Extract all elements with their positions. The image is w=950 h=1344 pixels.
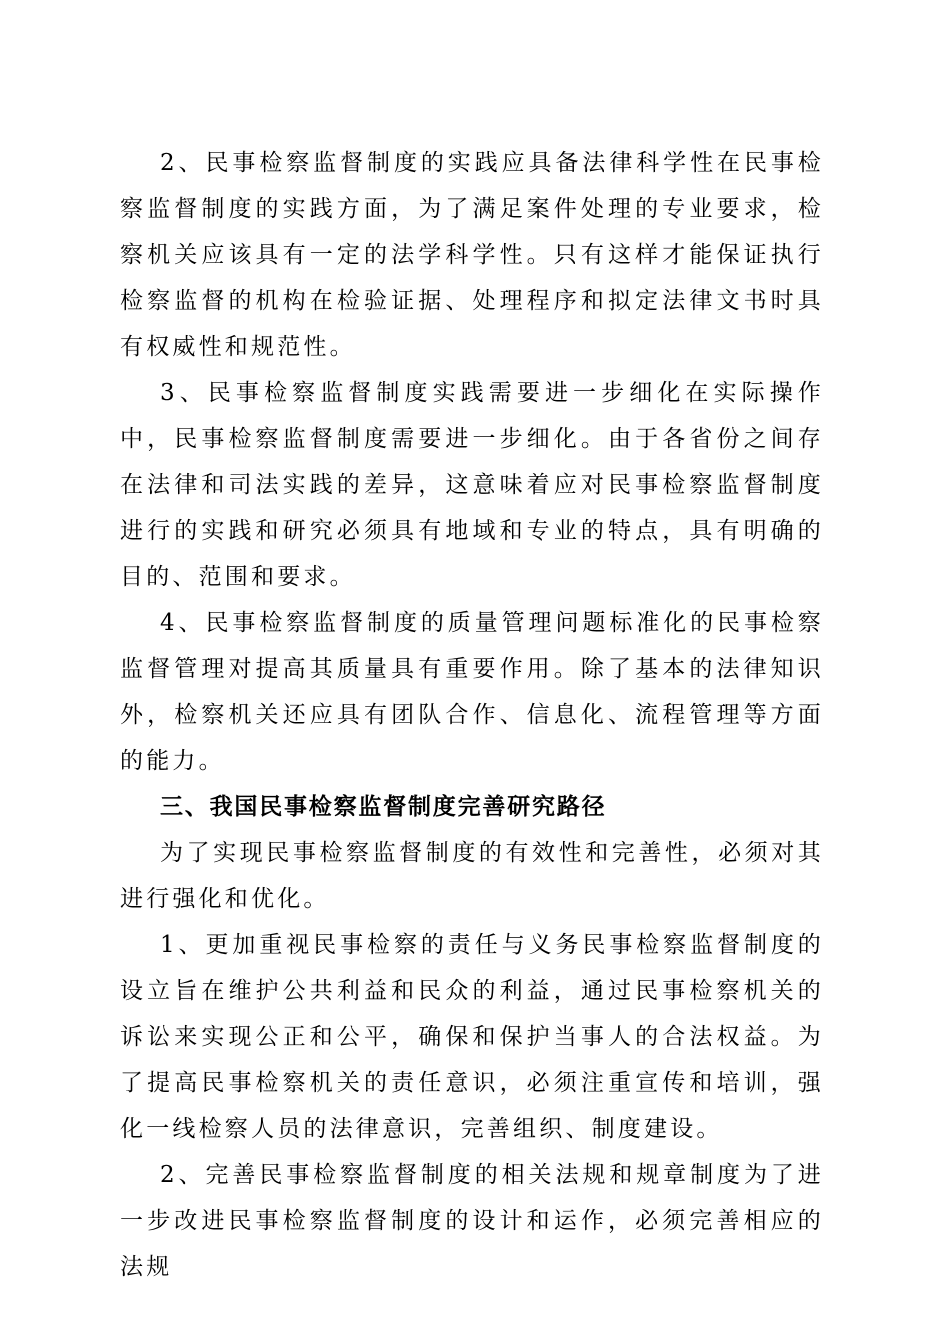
paragraph-section-intro: 为了实现民事检察监督制度的有效性和完善性，必须对其进行强化和优化。 [120, 840, 824, 912]
paragraph-quality-management: 4、民事检察监督制度的质量管理问题标准化的民事检察监督管理对提高其质量具有重要作用。除了基本的法律知识外，检察机关还应具有团队合作、信息化、流程管理等方面的能力。 [120, 610, 824, 774]
paragraph-practice-refinement: 3、民事检察监督制度实践需要进一步细化在实际操作中，民事检察监督制度需要进一步细化。由于各省份之间存在法律和司法实践的差异，这意味着应对民事检察监督制度进行的实践和研究必须具有地域和专业的特点，具有明确的目的、范围和要求。 [120, 380, 824, 590]
section-heading: 三、我国民事检察监督制度完善研究路径 [160, 794, 607, 820]
paragraph-regulations: 2、完善民事检察监督制度的相关法规和规章制度为了进一步改进民事检察监督制度的设计和运作，必须完善相应的法规 [120, 1162, 824, 1280]
document-body [120, 140, 824, 1290]
paragraph-practice-scientific: 2、民事检察监督制度的实践应具备法律科学性在民事检察监督制度的实践方面，为了满足案件处理的专业要求，检察机关应该具有一定的法学科学性。只有这样才能保证执行检察监督的机构在检验证据、处理程序和拟定法律文书时具有权威性和规范性。 [120, 150, 824, 360]
paragraph-responsibility: 1、更加重视民事检察的责任与义务民事检察监督制度的设立旨在维护公共利益和民众的利益，通过民事检察机关的诉讼来实现公正和公平，确保和保护当事人的合法权益。为了提高民事检察机关的责任意识，必须注重宣传和培训，强化一线检察人员的法律意识，完善组织、制度建设。 [120, 932, 824, 1142]
